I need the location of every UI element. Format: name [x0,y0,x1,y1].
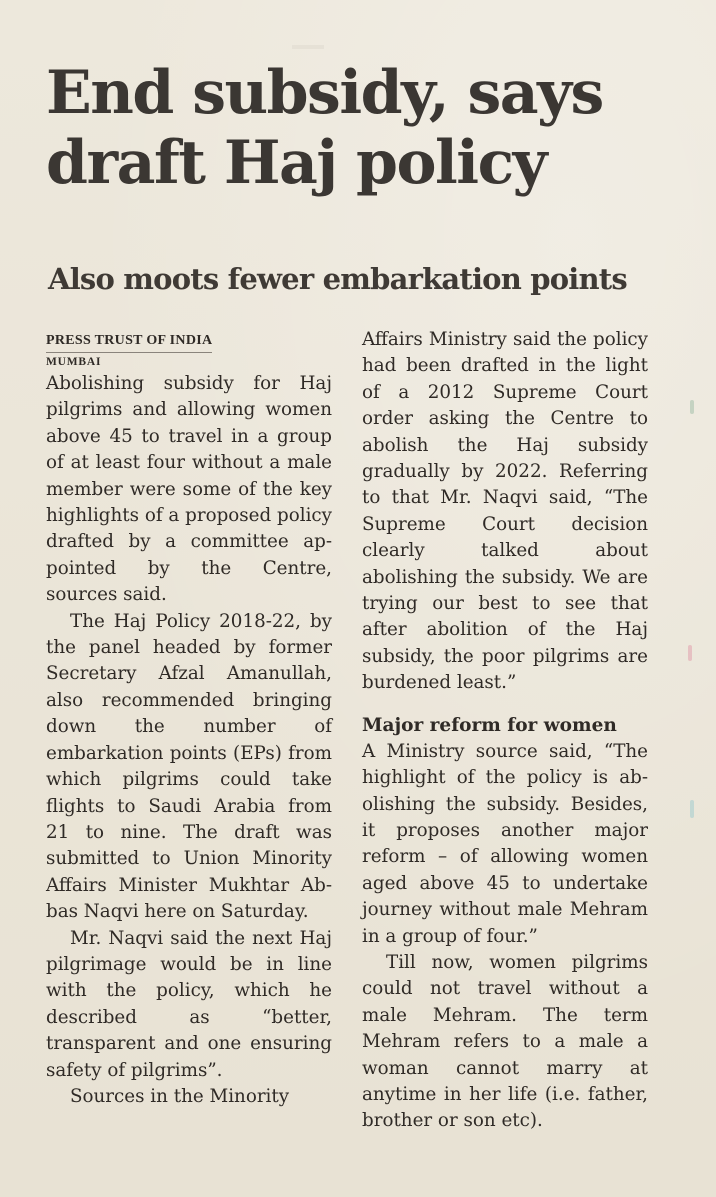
subheadline: Also moots fewer embarkation points [48,262,627,296]
show-through-tag [292,45,324,49]
headline-line-1: End subsidy, says [46,58,603,128]
left-column [46,326,332,1110]
ink-smudge [688,645,692,661]
byline: PRESS TRUST OF INDIA [46,331,212,353]
body-paragraph: Mr. Naqvi said the next Haj pilgrimage would be in line with the policy, which he described as “better, transparent and one ensuring safety of pilgrims”. [46,927,332,1081]
body-paragraph: A Ministry source said, “The highlight of the policy is abolishing the subsidy. Besides, it proposes another major reform – of allowing women aged above 45 to undertake journey without male Mehram in a group of four.” [362,740,648,947]
dateline: MUMBAI [46,356,102,368]
right-column [362,327,648,1135]
headline-line-2: draft Haj policy [46,128,546,198]
headline [46,58,686,198]
body-paragraph: Abolishing subsidy for Haj pilgrims and allowing women above 45 to travel in a group of at least four without a male member were some of the key highlights of a proposed policy drafted by a committee appointed by the Centre, sources said. [46,373,332,606]
body-paragraph: Affairs Ministry said the policy had been drafted in the light of a 2012 Supreme Court order asking the Centre to abolish the Haj subsidy gradually by 2022. Referring to that Mr. Naqvi said, “The Supreme Court decision clearly talked about abolishing the subsidy. We are trying our best to see that after abolition of the Haj subsidy, the poor pilgrims are burdened least.” [362,329,648,694]
ink-smudge [690,800,694,818]
body-paragraph: Sources in the Minority [70,1085,290,1107]
body-paragraph: The Haj Policy 2018-22, by the panel headed by former Secretary Afzal Amanullah, also recommended bringing down the number of embarkation points (EPs) from which pilgrims could take flights to Saudi Arabia from 21 to nine. The draft was submitted to Union Minority Affairs Minister Mukhtar Abbas Naqvi here on Saturday. [46,610,332,923]
ink-smudge [690,400,694,414]
body-paragraph: Till now, women pilgrims could not travel without a male Mehram. The term Mehram refers to a male a woman cannot marry at anytime in her life (i.e. father, brother or son etc). [362,951,648,1132]
crosshead: Major reform for women [362,714,617,736]
